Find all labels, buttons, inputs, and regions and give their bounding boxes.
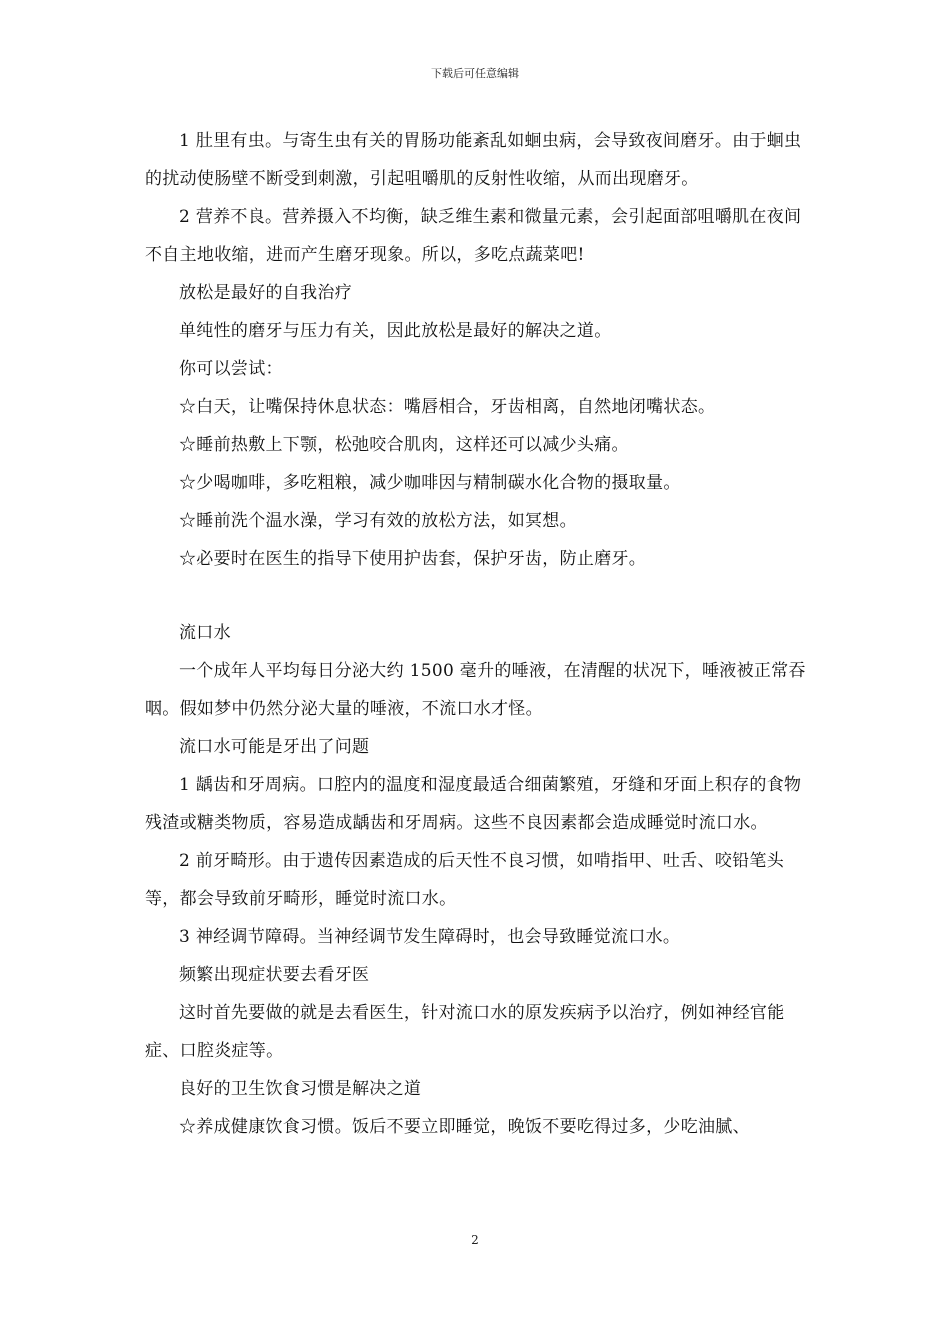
paragraph: 2 前牙畸形。由于遗传因素造成的后天性不良习惯，如啃指甲、吐舌、咬铅笔头等，都会导致前牙畸形，睡觉时流口水。 xyxy=(145,851,785,909)
paragraph: 3 神经调节障碍。当神经调节发生障碍时，也会导致睡觉流口水。 xyxy=(179,927,681,947)
document-body xyxy=(145,122,810,1146)
paragraph: 1 肚里有虫。与寄生虫有关的胃肠功能紊乱如蛔虫病，会导致夜间磨牙。由于蛔虫的扰动使肠壁不断受到刺激，引起咀嚼肌的反射性收缩，从而出现磨牙。 xyxy=(145,131,802,189)
tip-item: ☆睡前热敷上下颚，松弛咬合肌肉，这样还可以减少头痛。 xyxy=(179,435,629,455)
paragraph: 这时首先要做的就是去看医生，针对流口水的原发疾病予以治疗，例如神经官能症、口腔炎症等。 xyxy=(145,1003,785,1061)
page-header: 下载后可任意编辑 xyxy=(431,67,519,80)
paragraph: 1 龋齿和牙周病。口腔内的温度和湿度最适合细菌繁殖，牙缝和牙面上积存的食物残渣或糖类物质，容易造成龋齿和牙周病。这些不良因素都会造成睡觉时流口水。 xyxy=(145,775,802,833)
section-heading: 频繁出现症状要去看牙医 xyxy=(179,965,370,985)
tip-item: ☆睡前洗个温水澡，学习有效的放松方法，如冥想。 xyxy=(179,511,577,531)
tip-item: ☆必要时在医生的指导下使用护齿套，保护牙齿，防止磨牙。 xyxy=(179,549,647,569)
page-number: 2 xyxy=(471,1233,479,1247)
tip-item: ☆少喝咖啡，多吃粗粮，减少咖啡因与精制碳水化合物的摄取量。 xyxy=(179,473,681,493)
paragraph: 你可以尝试： xyxy=(179,359,283,379)
section-heading: 放松是最好的自我治疗 xyxy=(179,283,352,303)
tip-item: ☆养成健康饮食习惯。饭后不要立即睡觉，晚饭不要吃得过多，少吃油腻、 xyxy=(179,1117,750,1137)
paragraph: 一个成年人平均每日分泌大约 1500 毫升的唾液，在清醒的状况下，唾液被正常吞咽。假如梦中仍然分泌大量的唾液，不流口水才怪。 xyxy=(145,661,806,719)
tip-item: ☆白天，让嘴保持休息状态：嘴唇相合，牙齿相离，自然地闭嘴状态。 xyxy=(179,397,716,417)
paragraph: 单纯性的磨牙与压力有关，因此放松是最好的解决之道。 xyxy=(179,321,612,341)
section-heading: 流口水 xyxy=(179,623,231,643)
blank-line xyxy=(145,578,810,614)
paragraph: 2 营养不良。营养摄入不均衡，缺乏维生素和微量元素，会引起面部咀嚼肌在夜间不自主地收缩，进而产生磨牙现象。所以，多吃点蔬菜吧! xyxy=(145,207,802,265)
section-heading: 良好的卫生饮食习惯是解决之道 xyxy=(179,1079,422,1099)
section-heading: 流口水可能是牙出了问题 xyxy=(179,737,370,757)
